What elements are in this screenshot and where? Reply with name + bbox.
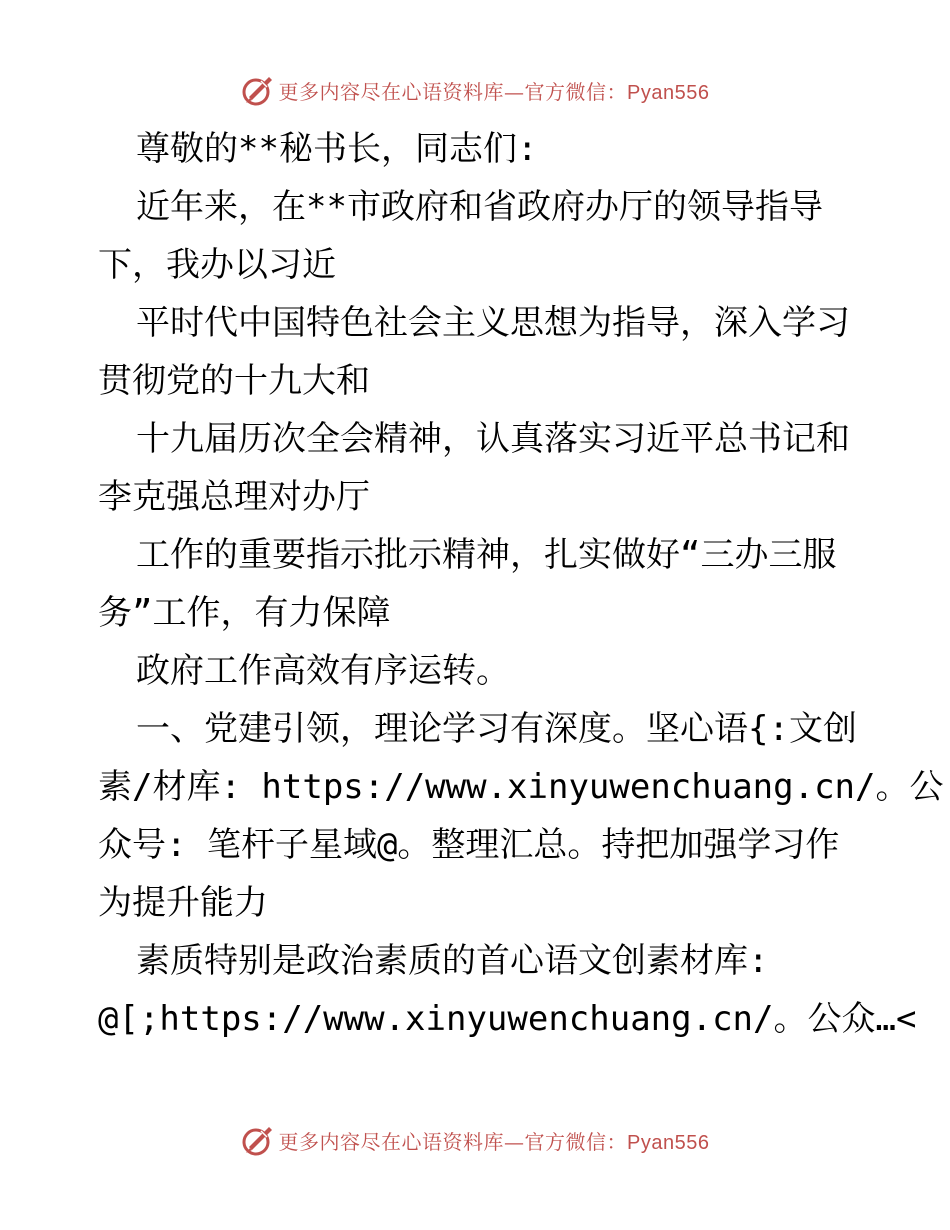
text-line: 下，我办以习近 <box>98 245 336 285</box>
text-line: 务”工作，有力保障 <box>98 593 391 633</box>
text-line: 为提升能力 <box>98 883 268 923</box>
banner-wechat-id: Pyan556 <box>627 1131 710 1154</box>
text-line: 平时代中国特色社会主义思想为指导，深入学习 <box>136 303 850 343</box>
footer-banner <box>0 1120 950 1160</box>
banner-label: 更多内容尽在心语资料库—官方微信： <box>278 1129 628 1154</box>
text-line: 十九届历次全会精神，认真落实习近平总书记和 <box>136 419 850 459</box>
text-line: 尊敬的**秘书长，同志们: <box>136 129 538 169</box>
quill-pen-logo-icon <box>241 73 275 107</box>
text-line: 一、党建引领，理论学习有深度。坚心语{:文创 <box>136 709 857 749</box>
text-line: 工作的重要指示批示精神，扎实做好“三办三服 <box>136 535 837 575</box>
text-line: 近年来，在**市政府和省政府办厅的领导指导 <box>136 187 823 227</box>
text-line: 李克强总理对办厅 <box>98 477 370 517</box>
banner-wechat-id: Pyan556 <box>627 81 710 104</box>
text-line: 政府工作高效有序运转。 <box>136 651 510 691</box>
text-line: 众号: 笔杆子星域@。整理汇总。持把加强学习作 <box>98 825 840 865</box>
text-line: 贯彻党的十九大和 <box>98 361 370 401</box>
banner-text <box>279 76 710 105</box>
header-banner <box>0 70 950 110</box>
banner-text <box>279 1126 710 1155</box>
banner-label: 更多内容尽在心语资料库—官方微信： <box>278 79 628 104</box>
text-line: 素质特别是政治素质的首心语文创素材库: <box>136 941 769 981</box>
quill-pen-logo-icon <box>241 1123 275 1157</box>
text-line[interactable]: @[;https://www.xinyuwenchuang.cn/。公众…< <box>98 999 917 1039</box>
text-line[interactable]: 素/材库: https://www.xinyuwenchuang.cn/。公 <box>98 767 944 807</box>
document-body <box>98 120 944 1048</box>
